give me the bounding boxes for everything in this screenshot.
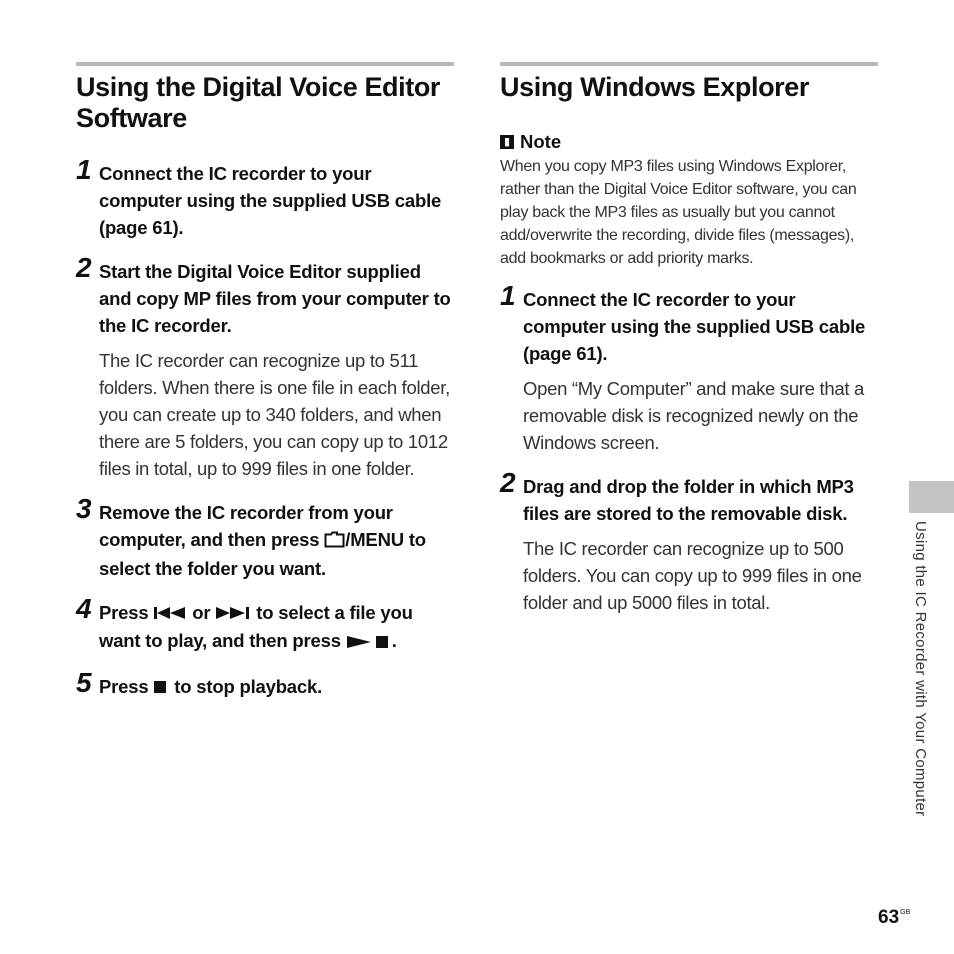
stop-icon bbox=[153, 674, 169, 701]
section-rule bbox=[500, 62, 878, 66]
step-item bbox=[76, 493, 454, 582]
step-title bbox=[99, 673, 454, 702]
note-box bbox=[500, 131, 878, 270]
step-number: 4 bbox=[76, 592, 92, 624]
step-title: Drag and drop the folder in which MP3 files are stored to the removable disk. bbox=[523, 476, 854, 524]
section-rule bbox=[76, 62, 454, 66]
step-number: 5 bbox=[76, 666, 92, 698]
chapter-label: Using the IC Recorder with Your Computer bbox=[912, 521, 929, 817]
step-text: /MENU to select the folder you want. bbox=[99, 529, 426, 579]
note-icon: ▮ bbox=[500, 135, 514, 149]
step-text: Remove the IC recorder from your computer, and then press bbox=[99, 502, 393, 550]
step-item bbox=[76, 592, 454, 656]
next-track-icon bbox=[215, 600, 251, 627]
step-title: Start the Digital Voice Editor supplied and copy MP files from your computer to the IC recorder. bbox=[99, 261, 451, 336]
step-number: 1 bbox=[500, 280, 516, 311]
section-title: Using Windows Explorer bbox=[500, 72, 809, 102]
step-text: . bbox=[391, 630, 397, 652]
page-number bbox=[878, 907, 910, 929]
step-item bbox=[76, 154, 454, 241]
note-text: When you copy MP3 files using Windows Explorer, rather than the Digital Voice Editor software, you can play back the MP3 files as usually but you cannot add/overwrite the recording, divide files (messages), add bookmarks or add priority marks. bbox=[500, 158, 857, 267]
step-number: 3 bbox=[76, 493, 92, 524]
step-body: The IC recorder can recognize up to 500 folders. You can copy up to 999 files in one folder and up 5000 files in total. bbox=[523, 538, 862, 613]
page-number-suffix: GB bbox=[900, 909, 911, 916]
step-item bbox=[500, 280, 878, 456]
step-title: Connect the IC recorder to your computer using the supplied USB cable (page 61). bbox=[523, 289, 866, 364]
step-item bbox=[76, 252, 454, 482]
step-list bbox=[76, 154, 454, 701]
step-title bbox=[99, 499, 454, 582]
step-number: 1 bbox=[76, 154, 92, 185]
page-number-value: 63 bbox=[878, 907, 900, 928]
chapter-tab bbox=[909, 481, 954, 513]
step-body: The IC recorder can recognize up to 511 folders. When there is one file in each folder, you can create up to 340 folders, and when there are 5 folders, you can copy up to 1012 files in total, up to 999 files in one folder. bbox=[99, 350, 450, 479]
folder-icon bbox=[324, 528, 345, 555]
right-column bbox=[500, 62, 878, 633]
step-number: 2 bbox=[76, 252, 92, 283]
note-label: Note bbox=[520, 131, 562, 152]
step-text: to select a file you want to play, and then press bbox=[99, 601, 413, 652]
step-text: or bbox=[187, 601, 216, 623]
section-title: Using the Digital Voice Editor Software bbox=[76, 72, 441, 133]
play-stop-icon bbox=[346, 629, 392, 656]
step-item bbox=[500, 467, 878, 616]
step-item bbox=[76, 666, 454, 702]
step-text: Press bbox=[99, 601, 154, 623]
step-title bbox=[99, 599, 454, 656]
note-heading bbox=[500, 131, 878, 153]
left-column bbox=[76, 62, 454, 718]
step-text: Press bbox=[99, 675, 154, 697]
step-list bbox=[500, 280, 878, 616]
step-number: 2 bbox=[500, 467, 516, 498]
previous-track-icon bbox=[153, 600, 187, 627]
step-body: Open “My Computer” and make sure that a removable disk is recognized newly on the Windows screen. bbox=[523, 378, 864, 453]
step-title: Connect the IC recorder to your computer using the supplied USB cable (page 61). bbox=[99, 163, 442, 238]
step-text: to stop playback. bbox=[169, 675, 323, 697]
